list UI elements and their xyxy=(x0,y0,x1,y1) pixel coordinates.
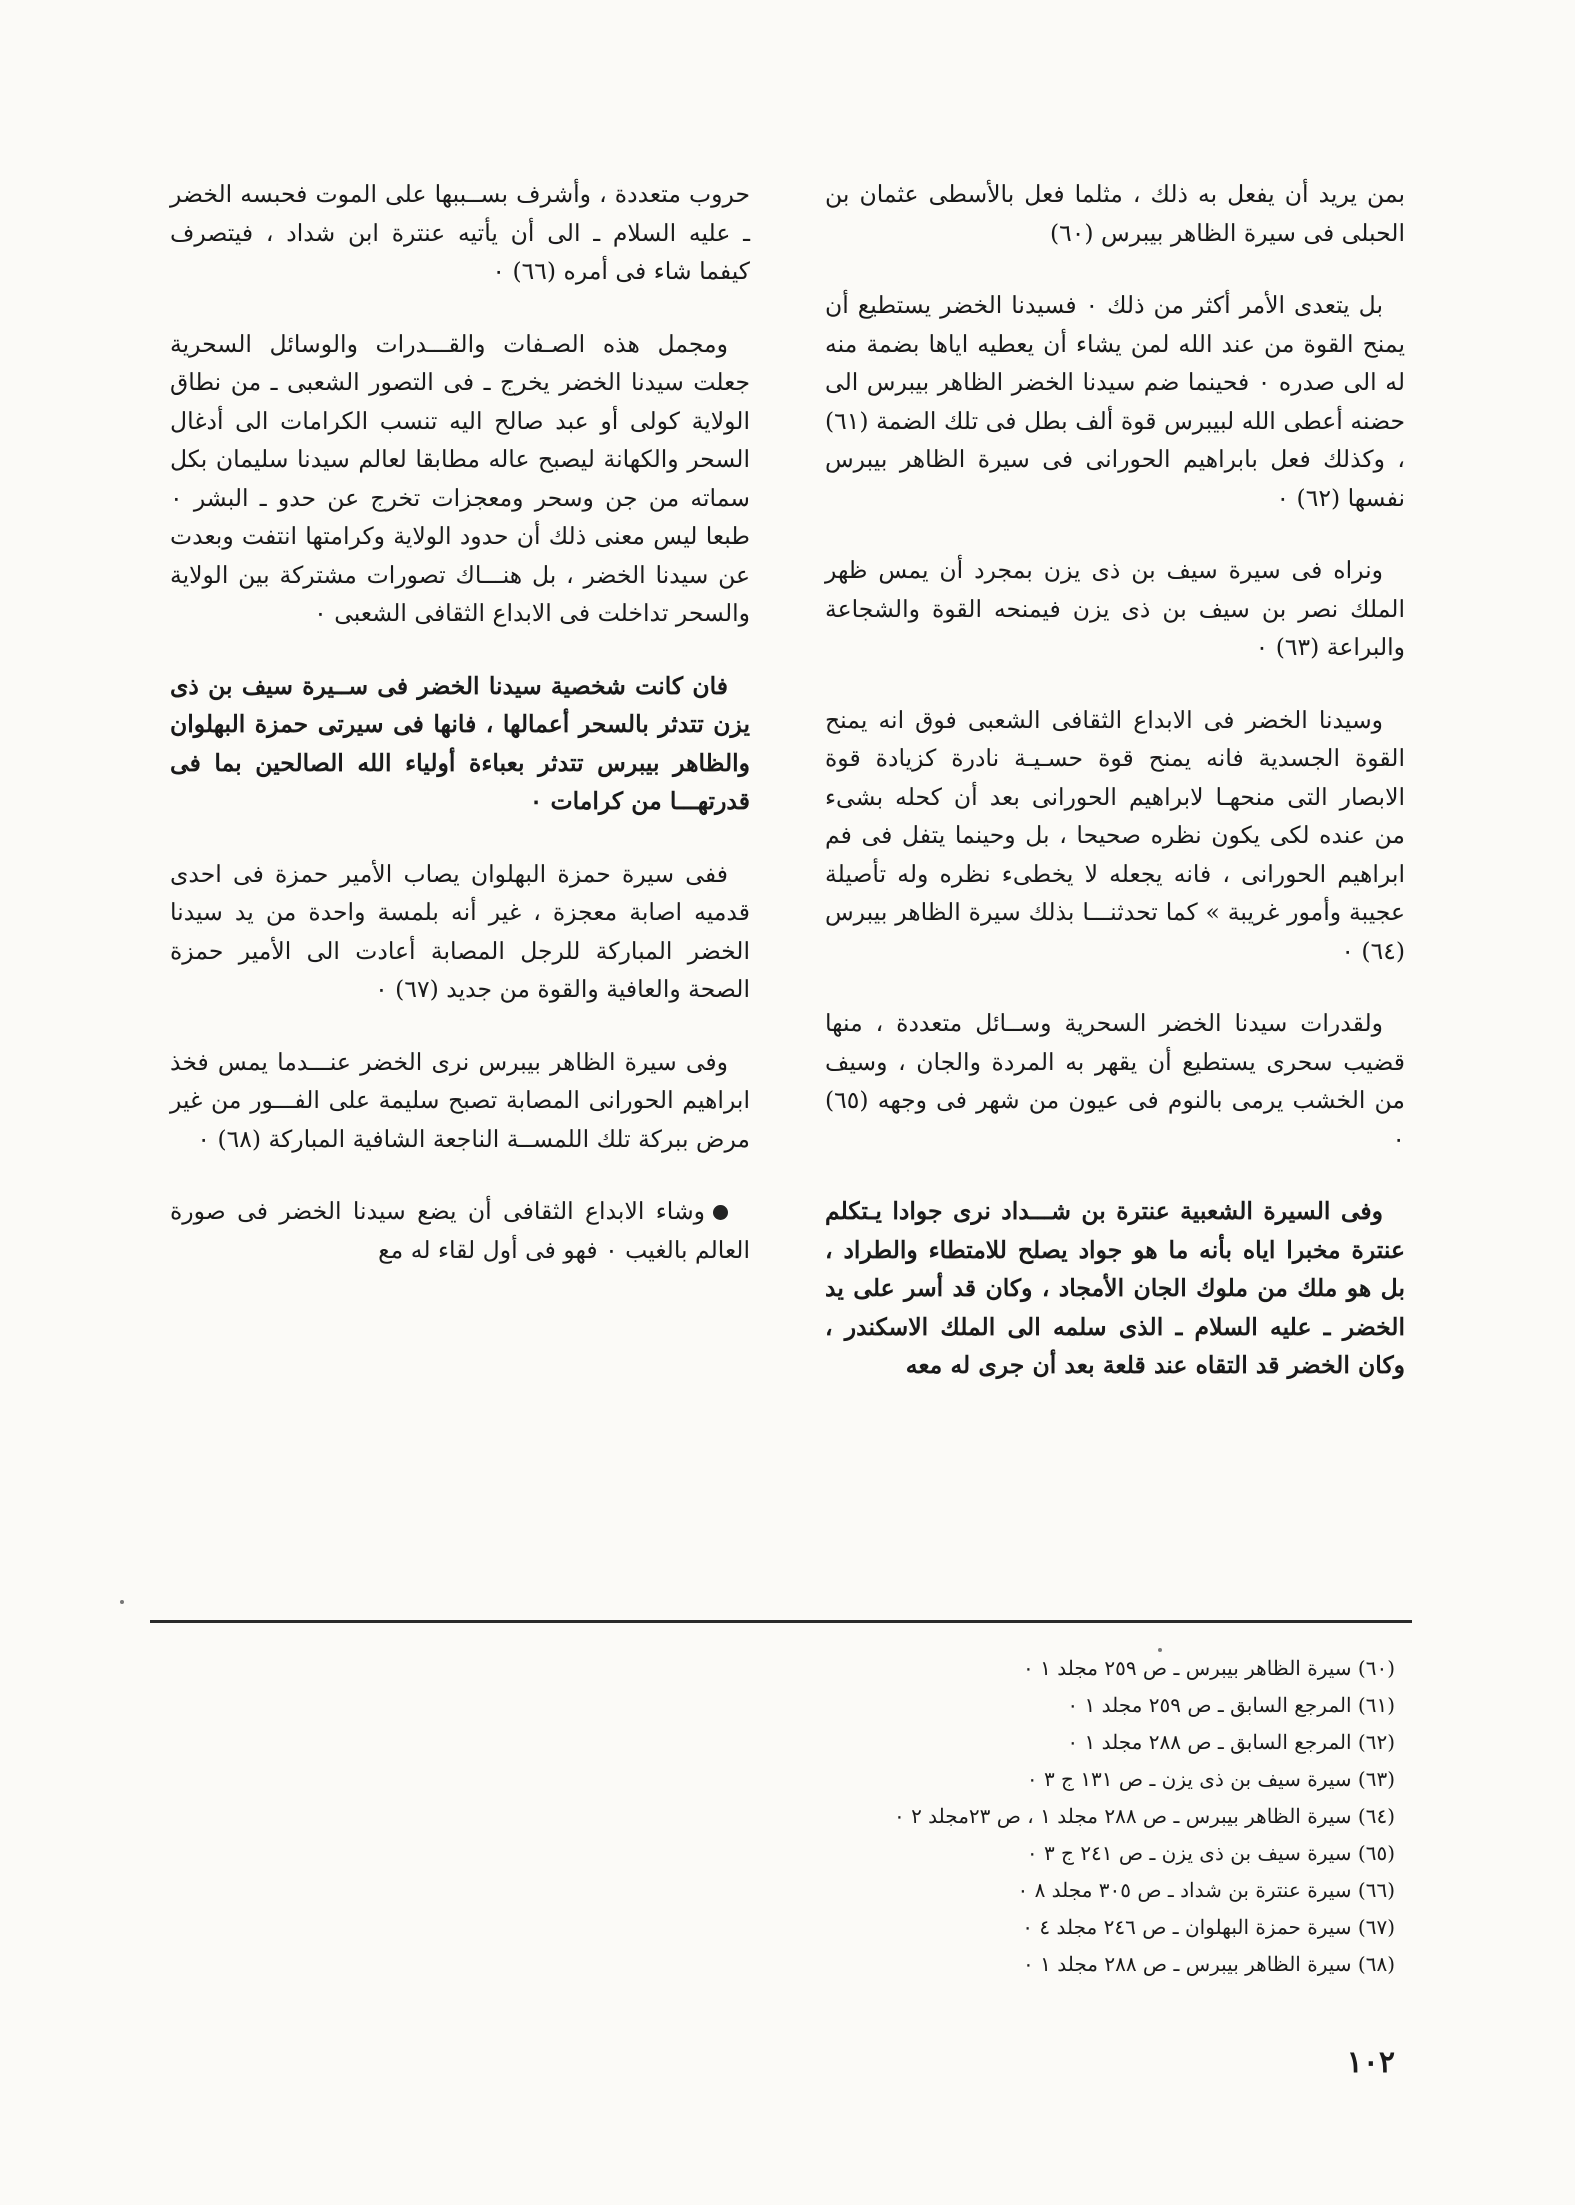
footnote-item: (٦٣) سيرة سيف بن ذى يزن ـ ص ١٣١ ج ٣ ٠ xyxy=(1026,1767,1395,1791)
footnote-item: (٦١) المرجع السابق ـ ص ٢٥٩ مجلد ١ ٠ xyxy=(1067,1693,1395,1717)
paragraph xyxy=(170,325,750,633)
paragraph xyxy=(170,667,750,821)
paragraph xyxy=(825,551,1405,667)
paragraph-text: وفى سيرة الظاهر بيبرس نرى الخضر عنـــدما يمس فخذ ابراهيم الحورانى المصابة تصبح سليمة على الفـــور من غير مرض ببركة تلك اللمســة الناجعة الشافية المباركة (٦٨) ٠ xyxy=(170,1047,750,1153)
footnote-item: (٦٦) سيرة عنترة بن شداد ـ ص ٣٠٥ مجلد ٨ ٠ xyxy=(1017,1878,1395,1902)
footnote-item: (٦٢) المرجع السابق ـ ص ٢٨٨ مجلد ١ ٠ xyxy=(1067,1730,1395,1754)
paragraph-text: بمن يريد أن يفعل به ذلك ، مثلما فعل بالأسطى عثمان بن الحبلى فى سيرة الظاهر بيبرس (٦٠) xyxy=(825,180,1405,247)
paragraph-text: ففى سيرة حمزة البهلوان يصاب الأمير حمزة فى احدى قدميه اصابة معجزة ، غير أنه بلمسة واحدة من يد سيدنا الخضر المباركة للرجل المصابة أعادت الى الأمير حمزة الصحة والعافية والقوة من جديد (٦٧) ٠ xyxy=(170,859,750,1003)
page-number: ١٠٢ xyxy=(1346,2045,1395,2080)
paragraph-text: ونراه فى سيرة سيف بن ذى يزن بمجرد أن يمس ظهر الملك نصر بن سيف بن ذى يزن فيمنحه القوة والشجاعة والبراعة (٦٣) ٠ xyxy=(825,556,1405,661)
paragraph-text: وفى السيرة الشعبية عنترة بن شـــداد نرى جوادا يـتكلم عنترة مخبرا اياه بأنه ما هو جواد يصلح للامتطاء والطراد ، بل هو ملك من ملوك الجان الأمجاد ، وكان قد أسر على يد الخضر ـ عليه السلام ـ الذى سلمه الى الملك الاسكندر ، وكان الخضر قد التقاه عند قلعة بعد أن جرى له معه xyxy=(825,1197,1405,1379)
paragraph xyxy=(170,1043,750,1159)
paragraph xyxy=(825,286,1405,517)
paragraph-text: حروب متعددة ، وأشرف بســببها على الموت فحبسه الخضر ـ عليه السلام ـ الى أن يأتيه عنترة ابن شداد ، فيتصرف كيفما شاء فى أمره (٦٦) ٠ xyxy=(170,180,750,285)
footnote-item: (٦٧) سيرة حمزة البهلوان ـ ص ٢٤٦ مجلد ٤ ٠ xyxy=(1022,1915,1395,1939)
bullet-icon xyxy=(713,1205,728,1220)
footnotes-list xyxy=(495,1650,1395,1983)
footnote-item: (٦٥) سيرة سيف بن ذى يزن ـ ص ٢٤١ ج ٣ ٠ xyxy=(1026,1841,1395,1865)
footnote-item: (٦٤) سيرة الظاهر بيبرس ـ ص ٢٨٨ مجلد ١ ، ص ٢٣مجلد ٢ ٠ xyxy=(893,1804,1395,1828)
right-column xyxy=(825,175,1405,1419)
paragraph-text: ولقدرات سيدنا الخضر السحرية وســائل متعددة ، منها قضيب سحرى يستطيع أن يقهر به المردة والجان ، وسيف من الخشب يرمى بالنوم فى عيون من شهر فى وجهه (٦٥) ٠ xyxy=(825,1009,1405,1153)
footnote-item: (٦٨) سيرة الظاهر بيبرس ـ ص ٢٨٨ مجلد ١ ٠ xyxy=(1023,1952,1395,1976)
paragraph-text: ومجمل هذه الصـفات والقـــدرات والوسائل السحرية جعلت سيدنا الخضر يخرج ـ فى التصور الشعبى ـ من نطاق الولاية كولى أو عبد صالح اليه تنسب الكرامات الى أدغال السحر والكهانة ليصبح عاله مطابقا لعالم سيدنا سليمان بكل سماته من جن وسحر ومعجزات تخرج عن حدو ـ البشر ٠ طبعا ليس معنى ذلك أن حدود الولاية وكرامتها انتفت وبعدت عن سيدنا الخضر ، بل هنـــاك تصورات مشتركة بين الولاية والسحر تداخلت فى الابداع الثقافى الشعبى ٠ xyxy=(170,329,750,627)
paragraph xyxy=(170,855,750,1009)
paragraph-text: بل يتعدى الأمر أكثر من ذلك ٠ فسيدنا الخضر يستطيع أن يمنح القوة من عند الله لمن يشاء أن يعطيه اياها بضمة منه له الى صدره ٠ فحينما ضم سيدنا الخضر الظاهر بيبرس الى حضنه أعطى الله لبيبرس قوة ألف بطل فى تلك الضمة (٦١) ، وكذلك فعل بابراهيم الحورانى فى سيرة الظاهر بيبرس نفسها (٦٢) ٠ xyxy=(825,291,1405,512)
paragraph xyxy=(170,175,750,291)
paragraph xyxy=(825,1004,1405,1158)
paragraph xyxy=(170,1192,750,1269)
left-column xyxy=(170,175,750,1303)
footnote-divider xyxy=(150,1620,1412,1623)
paragraph xyxy=(825,1192,1405,1385)
scan-speck xyxy=(1158,1648,1162,1652)
paragraph-text: وسيدنا الخضر فى الابداع الثقافى الشعبى فوق انه يمنح القوة الجسدية فانه يمنح قوة حسـيـة نادرة كزيادة قوة الابصار التى منحهـا لابراهيم الحورانى بعد أن كحله بشىء من عنده لكى يكون نظره صحيحا ، بل وحينما يتفل فى فم ابراهيم الحورانى ، فانه يجعله لا يخطىء نظره وله تأصيلة عجيبة وأمور غريبة » كما تحدثنـــا بذلك سيرة الظاهر بيبرس (٦٤) ٠ xyxy=(825,705,1405,965)
paragraph xyxy=(825,175,1405,252)
paragraph-text: وشاء الابداع الثقافى أن يضع سيدنا الخضر فى صورة العالم بالغيب ٠ فهو فى أول لقاء له مع xyxy=(170,1197,750,1264)
paragraph-text: فان كانت شخصية سيدنا الخضر فى ســيرة سيف بن ذى يزن تتدثر بالسحر أعمالها ، فانها فى سيرتى حمزة البهلوان والظاهر بيبرس تتدثر بعباءة أولياء الله الصالحين بما فى قدرتهـــا من كرامات ٠ xyxy=(170,671,750,815)
paragraph xyxy=(825,701,1405,971)
scan-speck xyxy=(120,1600,124,1604)
footnote-item: (٦٠) سيرة الظاهر بيبرس ـ ص ٢٥٩ مجلد ١ ٠ xyxy=(1023,1656,1395,1680)
